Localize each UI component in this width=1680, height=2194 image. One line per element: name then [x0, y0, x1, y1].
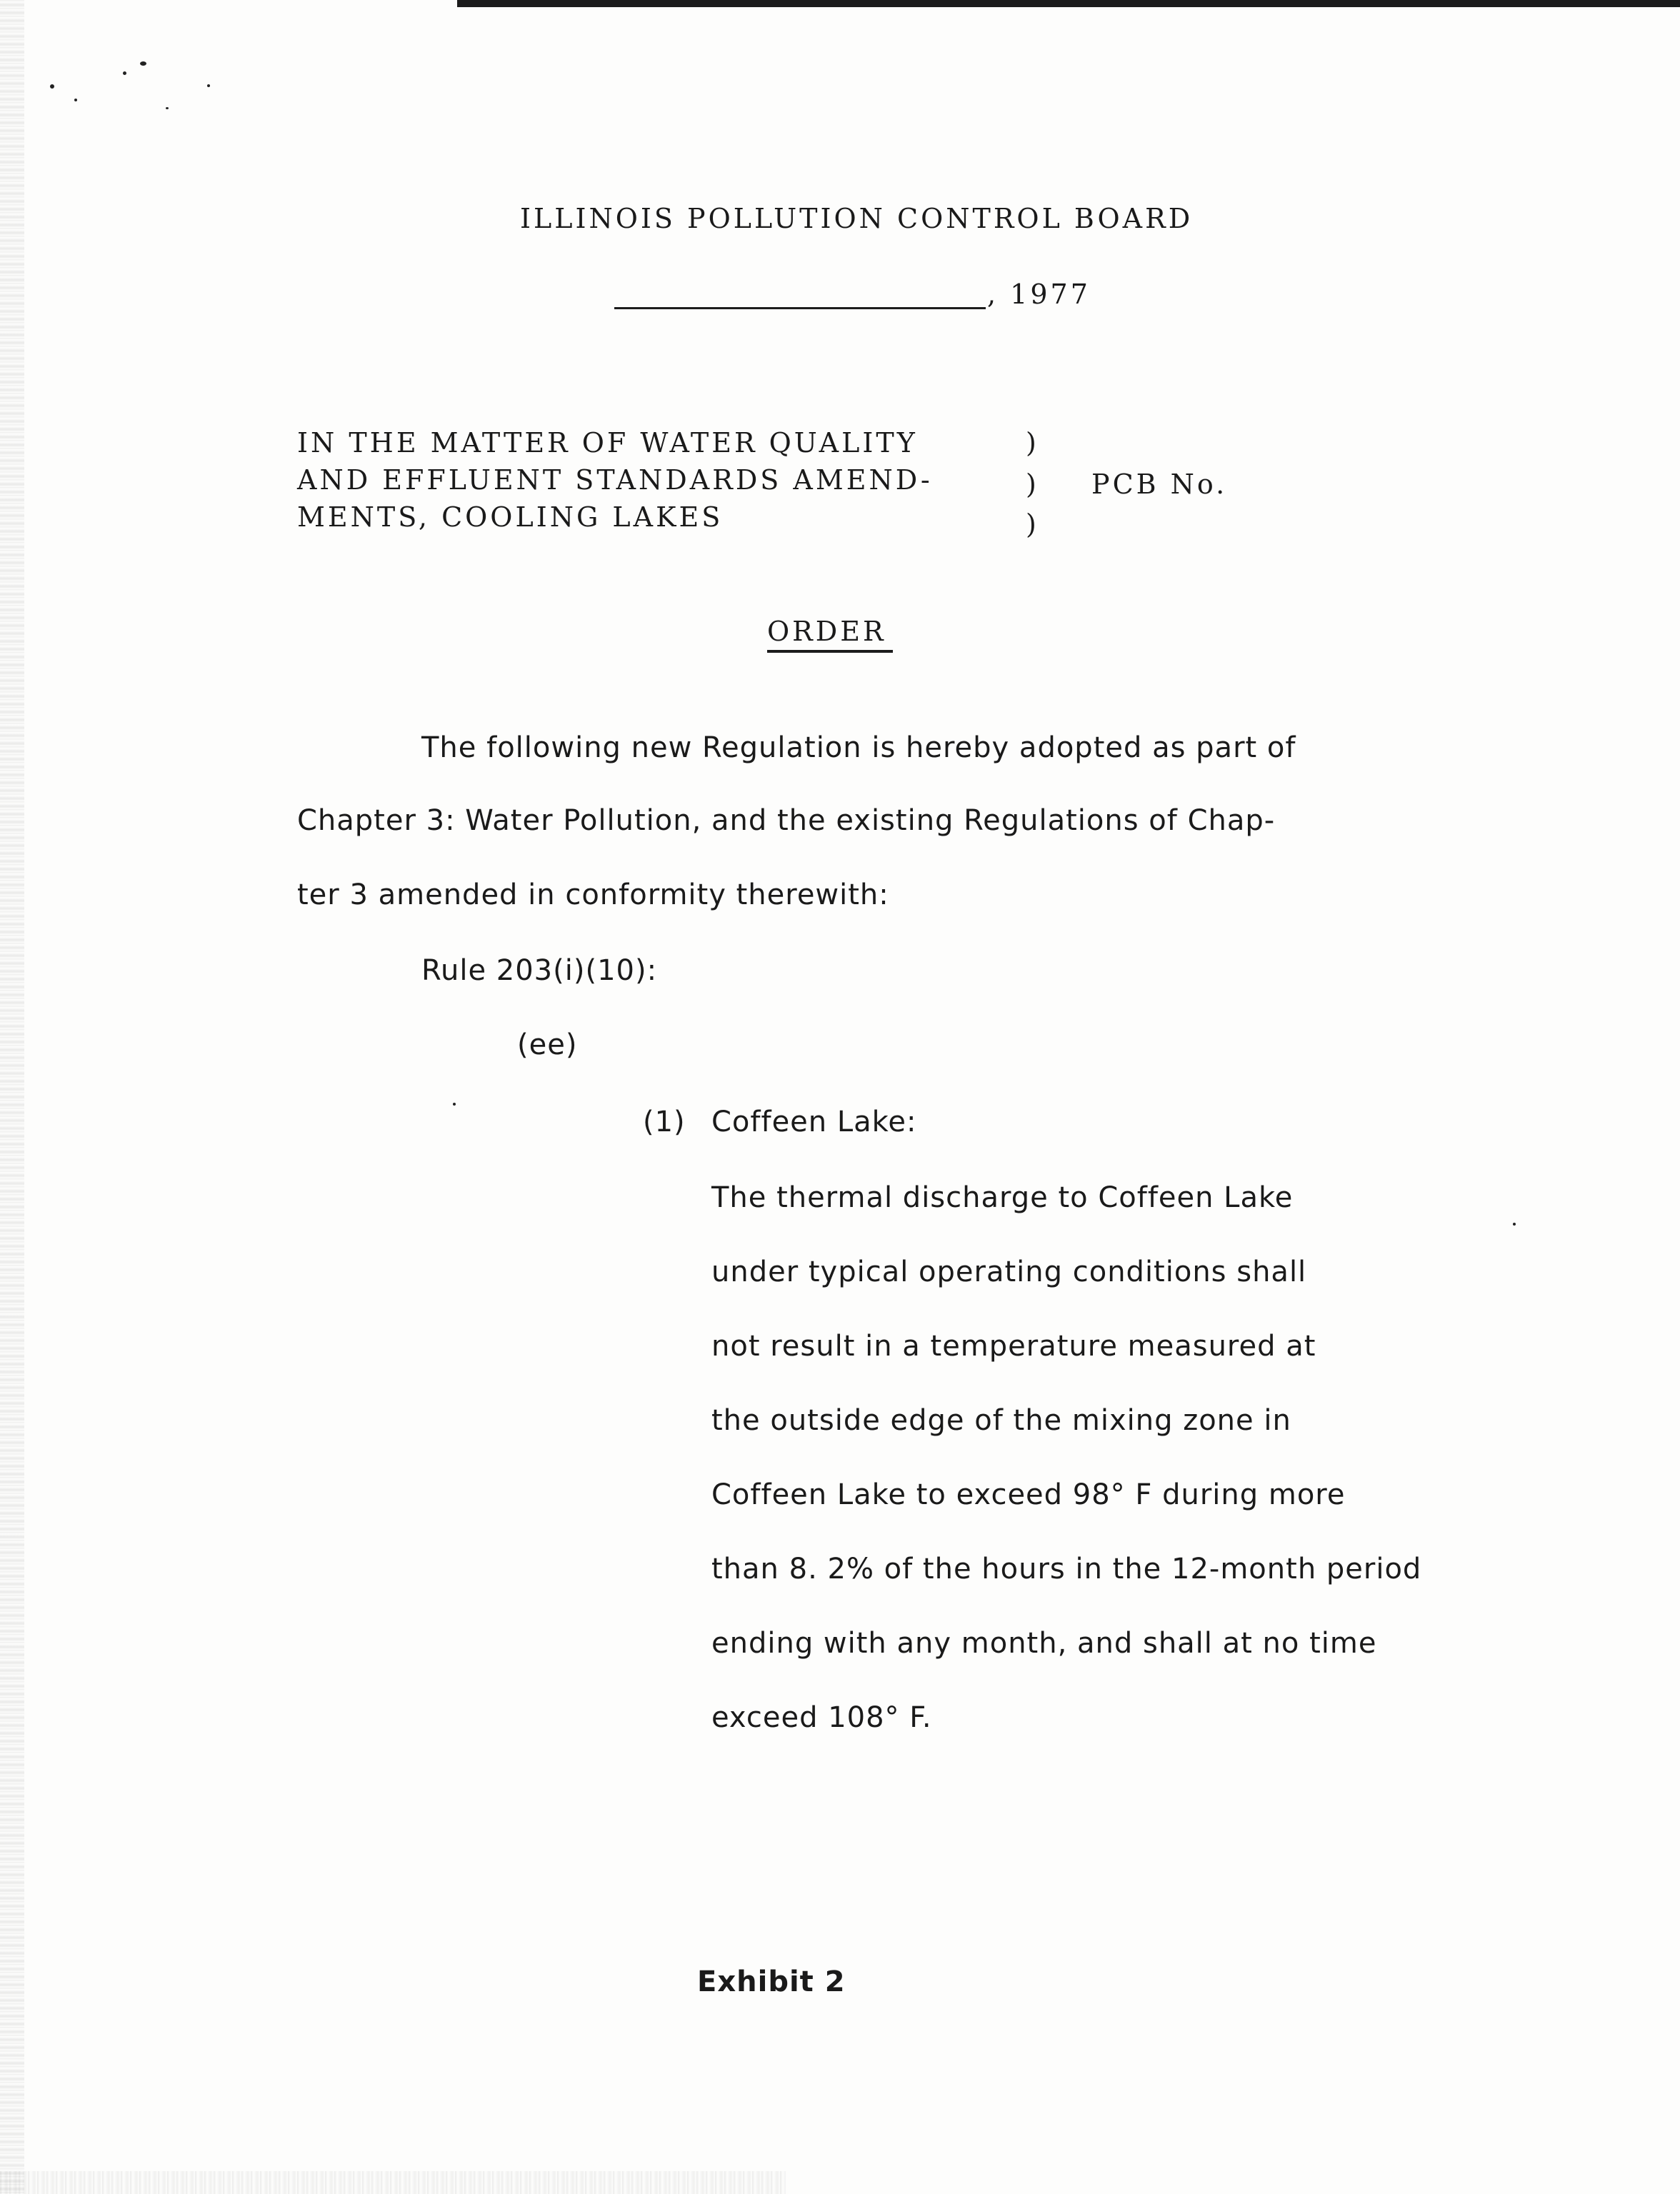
scan-edge-noise-bottom [0, 2171, 786, 2194]
item-title: Coffeen Lake: [711, 1106, 917, 1138]
scan-speck [50, 84, 54, 89]
item-body-line: under typical operating conditions shall [711, 1256, 1307, 1288]
scan-speck [453, 1103, 456, 1106]
item-body-line: than 8. 2% of the hours in the 12-month period [711, 1553, 1422, 1586]
scan-speck [1513, 1223, 1516, 1226]
top-edge-rule [457, 0, 1680, 7]
caption-paren: ) [1026, 427, 1039, 459]
order-heading: ORDER [767, 616, 886, 647]
caption-line: MENTS, COOLING LAKES [297, 501, 724, 533]
caption-line: IN THE MATTER OF WATER QUALITY [297, 427, 918, 459]
caption-line: AND EFFLUENT STANDARDS AMEND- [297, 464, 933, 496]
board-title: ILLINOIS POLLUTION CONTROL BOARD [520, 203, 1194, 234]
scan-speck [207, 84, 210, 87]
caption-paren: ) [1026, 509, 1039, 540]
item-body-line: exceed 108° F. [711, 1701, 932, 1734]
scan-speck [166, 107, 169, 109]
scan-edge-noise-left [0, 0, 24, 2194]
item-body-line: The thermal discharge to Coffeen Lake [711, 1181, 1294, 1214]
subsection-label: (ee) [517, 1028, 578, 1061]
item-body-line: the outside edge of the mixing zone in [711, 1404, 1291, 1437]
date-blank-line [614, 307, 986, 309]
scan-speck [140, 61, 146, 66]
date-year: , 1977 [987, 279, 1091, 310]
case-number-label: PCB No. [1091, 469, 1228, 500]
item-number: (1) [643, 1106, 686, 1138]
exhibit-label: Exhibit 2 [697, 1965, 846, 1998]
intro-line: ter 3 amended in conformity therewith: [297, 878, 889, 911]
item-body-line: Coffeen Lake to exceed 98° F during more [711, 1478, 1346, 1511]
order-heading-underline [767, 650, 893, 653]
item-body-line: not result in a temperature measured at [711, 1330, 1316, 1363]
rule-reference: Rule 203(i)(10): [421, 954, 658, 987]
intro-line: The following new Regulation is hereby adopted as part of [421, 731, 1296, 764]
item-body-line: ending with any month, and shall at no time [711, 1627, 1377, 1660]
scan-speck [74, 99, 77, 101]
caption-paren: ) [1026, 469, 1039, 500]
scan-speck [123, 71, 126, 75]
intro-line: Chapter 3: Water Pollution, and the existing Regulations of Chap- [297, 804, 1276, 837]
